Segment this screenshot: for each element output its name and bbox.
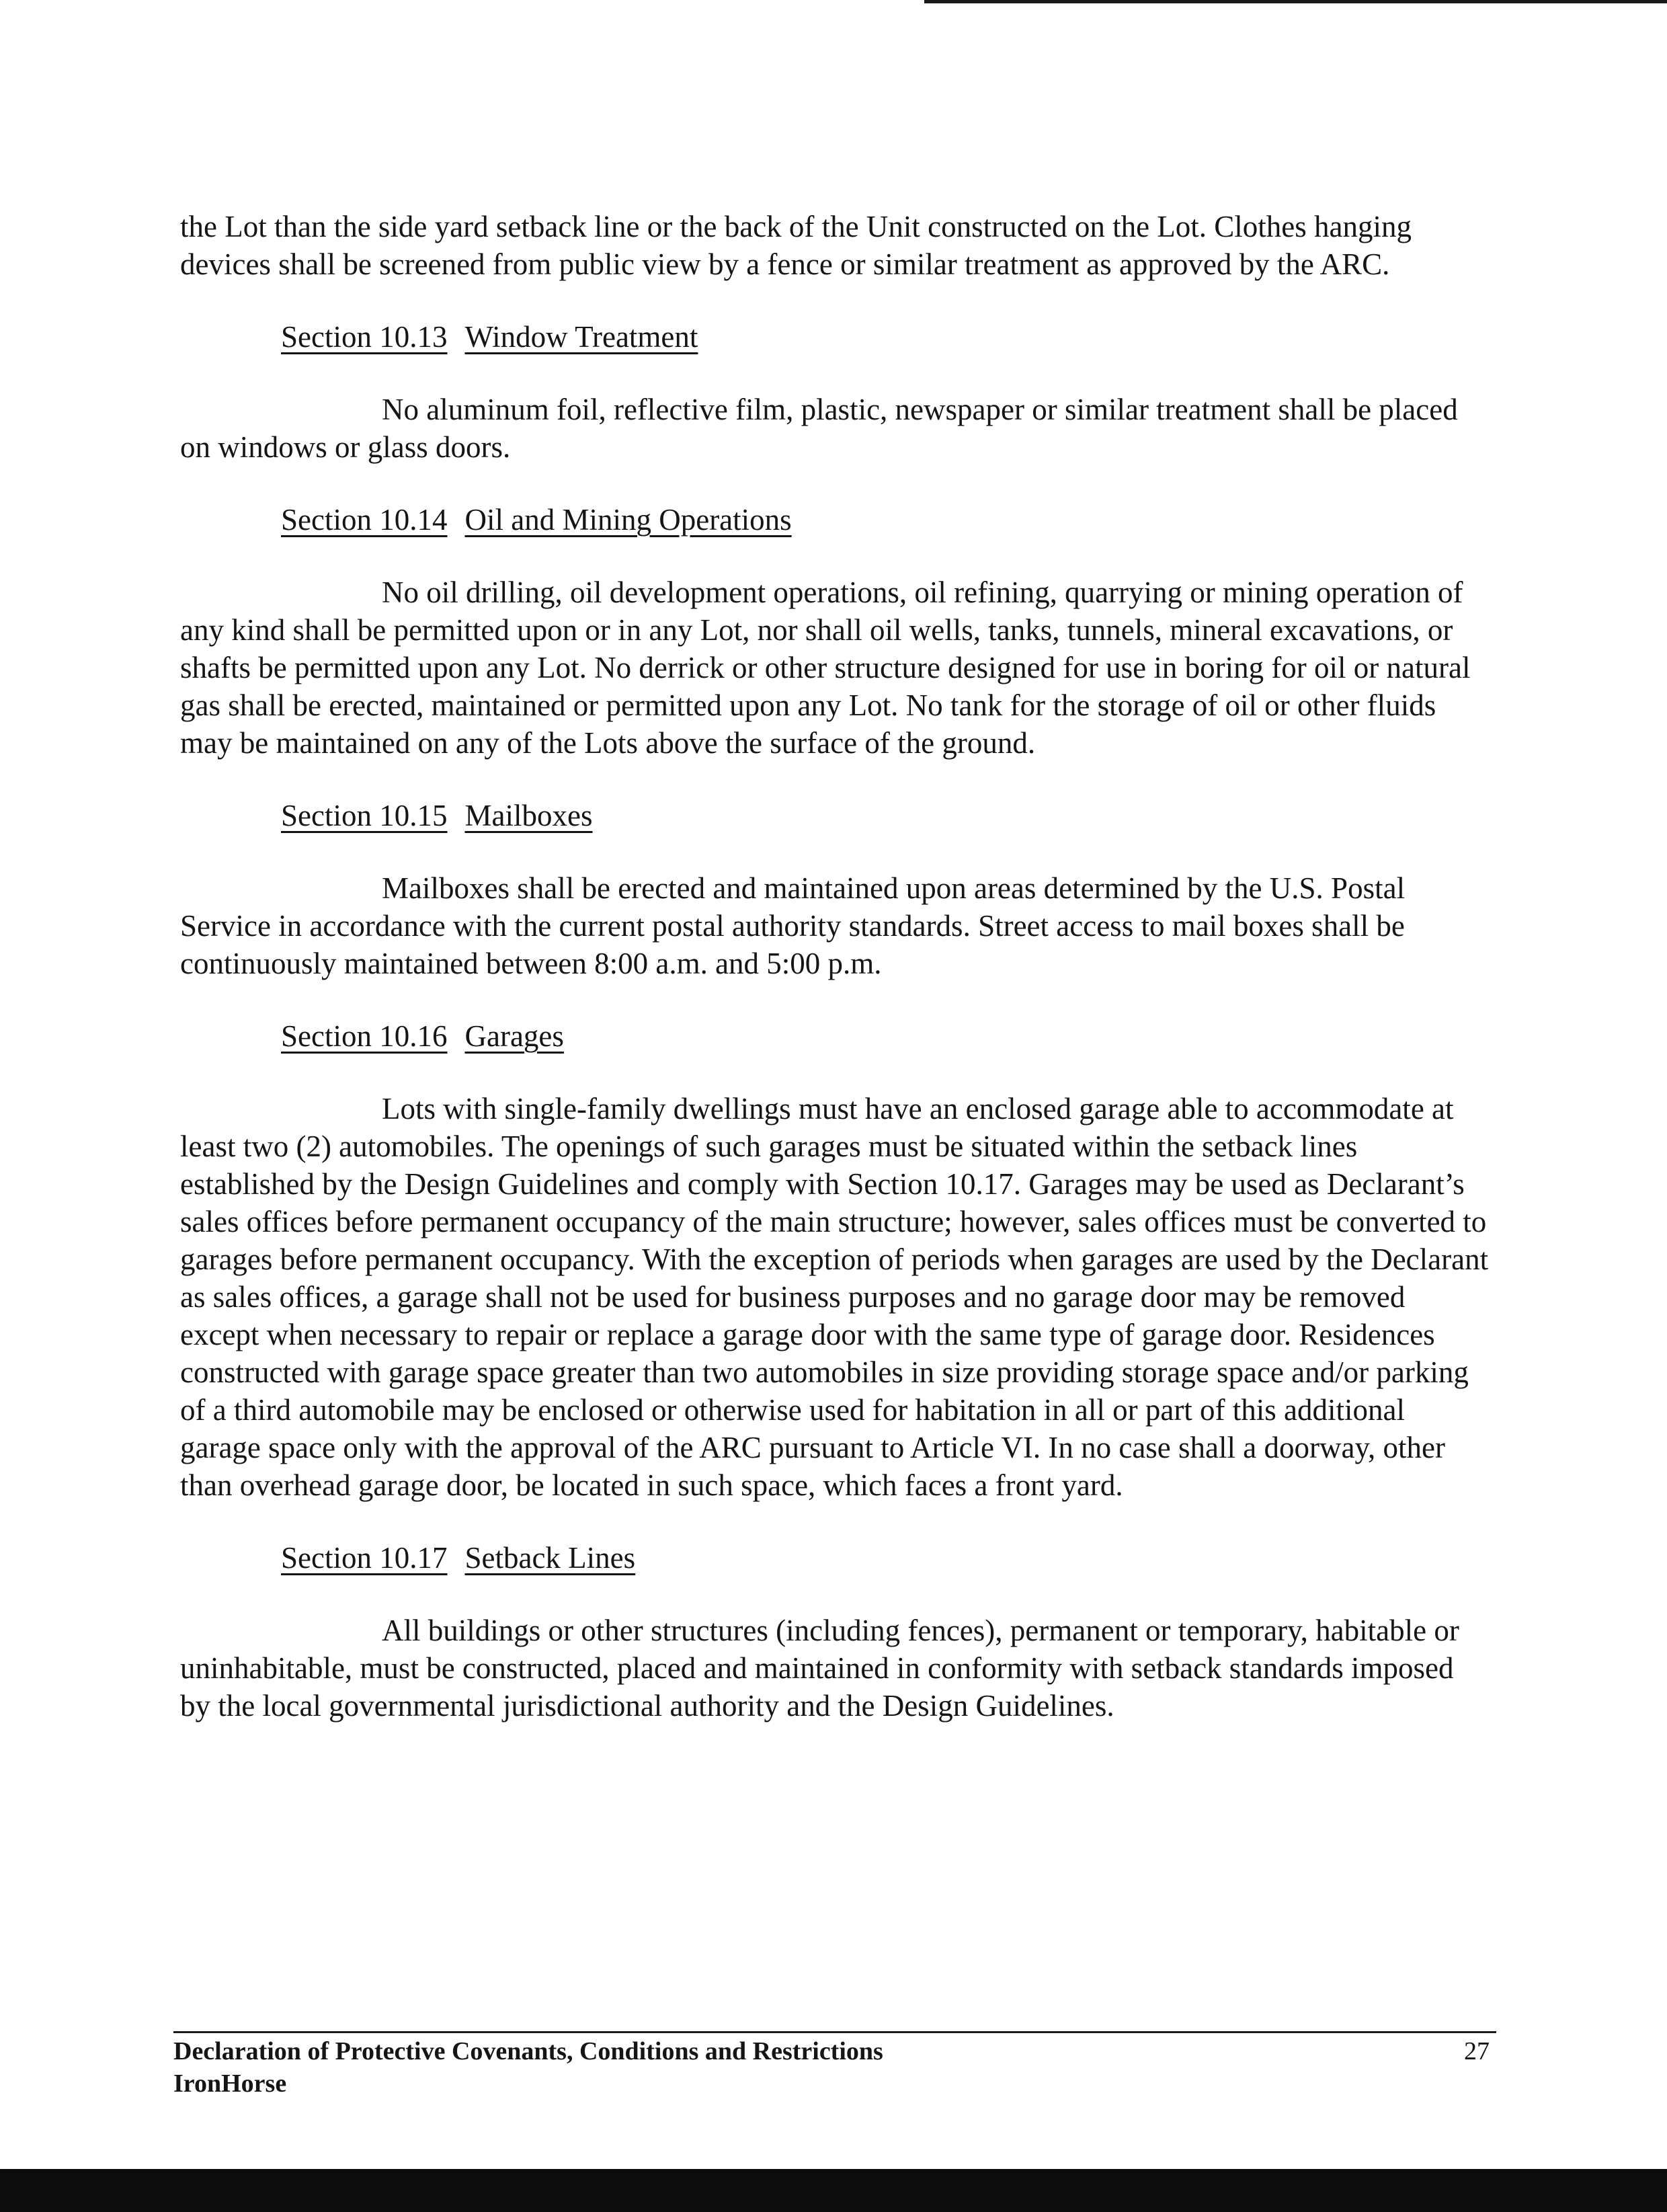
section-number: Section 10.14 <box>281 503 448 537</box>
section-10-15-body: Mailboxes shall be erected and maintained upon areas determined by the U.S. Postal Service in accordance with the current postal authority standards. Street access to mail boxes shall be continuously maintained between 8:00 a.m. and 5:00 p.m. <box>180 871 1406 980</box>
section-title: Setback Lines <box>464 1541 636 1575</box>
footer-rule <box>173 2031 1496 2033</box>
section-number: Section 10.15 <box>281 799 448 832</box>
section-10-16-heading <box>180 1017 1491 1055</box>
section-10-14-heading <box>180 501 1491 539</box>
document-body <box>180 208 1491 1725</box>
footer-subtitle: IronHorse <box>173 2069 287 2098</box>
section-title: Garages <box>464 1019 564 1053</box>
section-title: Window Treatment <box>464 320 698 354</box>
section-10-13-heading <box>180 318 1491 356</box>
section-number: Section 10.13 <box>281 320 448 354</box>
page-number: 27 <box>1464 2037 1490 2065</box>
section-10-17-body: All buildings or other structures (including fences), permanent or temporary, habitable or uninhabitable, must be constructed, placed and maintained in conformity with setback standards imposed by the local governmental jurisdictional authority and the Design Guidelines. <box>180 1614 1459 1723</box>
top-scan-rule <box>924 0 1667 3</box>
section-10-16-body: Lots with single-family dwellings must have an enclosed garage able to accommodate at least two (2) automobiles. The openings of such garages must be situated within the setback lines established by the Design Guidelines and comply with Section 10.17. Garages may be used as Declarant’s sales offices before permanent occupancy of the main structure; however, sales offices must be converted to garages before permanent occupancy. With the exception of periods when garages are used by the Declarant as sales offices, a garage shall not be used for business purposes and no garage door may be removed except when necessary to repair or replace a garage door with the same type of garage door. Residences constructed with garage space greater than two automobiles in size providing storage space and/or parking of a third automobile may be enclosed or otherwise used for habitation in all or part of this additional garage space only with the approval of the ARC pursuant to Article VI. In no case shall a doorway, other than overhead garage door, be located in such space, which faces a front yard. <box>180 1092 1489 1502</box>
section-title: Mailboxes <box>464 799 593 832</box>
bottom-scan-band <box>0 2169 1667 2212</box>
footer-title: Declaration of Protective Covenants, Conditions and Restrictions <box>173 2037 883 2065</box>
page-footer <box>173 2035 1496 2100</box>
section-10-13-body: No aluminum foil, reflective film, plastic, newspaper or similar treatment shall be placed on windows or glass doors. <box>180 393 1458 464</box>
section-number: Section 10.17 <box>281 1541 448 1575</box>
section-title: Oil and Mining Operations <box>464 503 792 537</box>
section-10-14-body: No oil drilling, oil development operations, oil refining, quarrying or mining operation of any kind shall be permitted upon or in any Lot, nor shall oil wells, tanks, tunnels, mineral excavations, or shafts be permitted upon any Lot. No derrick or other structure designed for use in boring for oil or natural gas shall be erected, maintained or permitted upon any Lot. No tank for the storage of oil or other fluids may be maintained on any of the Lots above the surface of the ground. <box>180 576 1471 760</box>
section-10-17-heading <box>180 1539 1491 1577</box>
section-number: Section 10.16 <box>281 1019 448 1053</box>
section-10-15-heading <box>180 797 1491 834</box>
opening-paragraph: the Lot than the side yard setback line or the back of the Unit constructed on the Lot. Clothes hanging devices shall be screened from public view by a fence or similar treatment as approved by the ARC. <box>180 210 1412 281</box>
